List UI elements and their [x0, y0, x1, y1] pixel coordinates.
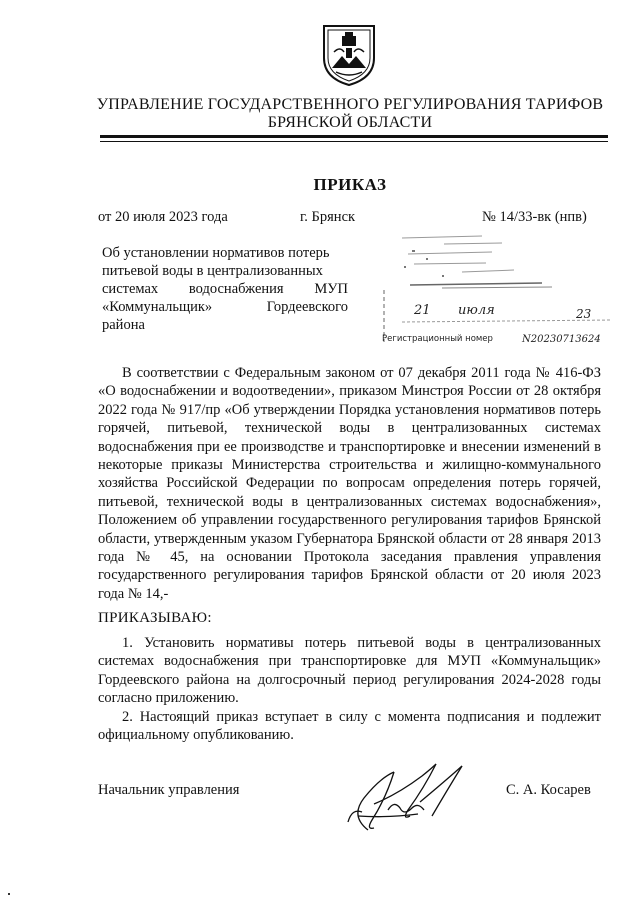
- stamp-handwritten-month: июля: [458, 303, 495, 318]
- stamp-handwritten-year: 23: [576, 307, 592, 321]
- preamble-paragraph: В соответствии с Федеральным законом от 07 декабря 2011 года № 416-ФЗ «О водоснабжении и водоотведении», приказом Минстроя России от 28 октября 2022 года № 917/пр «Об утверждении Порядка установления нормативов потерь горячей, питьевой, технической воды в централизованных системах водоснабжения при ее производстве и транспортировке и внесении изменений в некоторые приказы Министерства строительства и жилищно-коммунального хозяйства Российской Федерации по вопросам определения потерь горячей, питьевой, технической воды в централизованных системах водоснабжения», Положением об управлении государственного регулирования тарифов Брянской области, утвержденным указом Губернатора Брянской области от 28 января 2013 года № 45, на основании Протокола заседания правления управления государственного регулирования тарифов Брянской области от 20 июля 2023 года № 14,-: [98, 365, 601, 602]
- stamp-registration-label: Регистрационный номер: [382, 334, 493, 344]
- page-speck: [8, 893, 10, 895]
- subject-line: питьевой воды в централизованных: [102, 263, 323, 279]
- coat-of-arms-emblem: [318, 22, 380, 88]
- subject-line: системах водоснабжения МУП: [102, 281, 348, 297]
- document-number: № 14/33-вк (нпв): [482, 209, 587, 225]
- order-item: 1. Установить нормативы потерь питьевой воды в централизованных системах водоснабжения при транспортировке для МУП «Коммунальщик» Гордеевского района на долгосрочный период регулирования 2024-2028 годы согласно приложению.: [98, 635, 601, 707]
- document-subject: [102, 244, 348, 334]
- signatory-position: Начальник управления: [98, 782, 240, 798]
- order-item: 2. Настоящий приказ вступает в силу с момента подписания и подлежит официальному опубликованию.: [98, 708, 601, 744]
- header-rule-thick: [100, 135, 608, 138]
- stamp-graphic: [382, 230, 614, 348]
- document-date: от 20 июля 2023 года: [98, 209, 228, 225]
- organization-name-line2: БРЯНСКОЙ ОБЛАСТИ: [267, 114, 433, 131]
- document-city: г. Брянск: [300, 209, 356, 225]
- organization-name-line1: УПРАВЛЕНИЕ ГОСУДАРСТВЕННОГО РЕГУЛИРОВАНИЯ ТАРИФОВ: [96, 96, 604, 113]
- stamp-registration-number: N20230713624: [522, 334, 601, 345]
- stamp-handwritten-day: 21: [414, 303, 431, 318]
- order-items: [98, 634, 601, 744]
- subject-line: Об установлении нормативов потерь: [102, 245, 330, 261]
- header-rule-thin: [100, 141, 608, 142]
- order-heading: ПРИКАЗЫВАЮ:: [98, 610, 212, 626]
- document-title: ПРИКАЗ: [313, 175, 387, 194]
- handwritten-signature: [328, 758, 478, 840]
- registration-stamp: [382, 230, 614, 348]
- subject-line: «Коммунальщик» Гордеевского: [102, 299, 348, 315]
- subject-line: района: [102, 317, 145, 333]
- signatory-name: С. А. Косарев: [506, 782, 591, 798]
